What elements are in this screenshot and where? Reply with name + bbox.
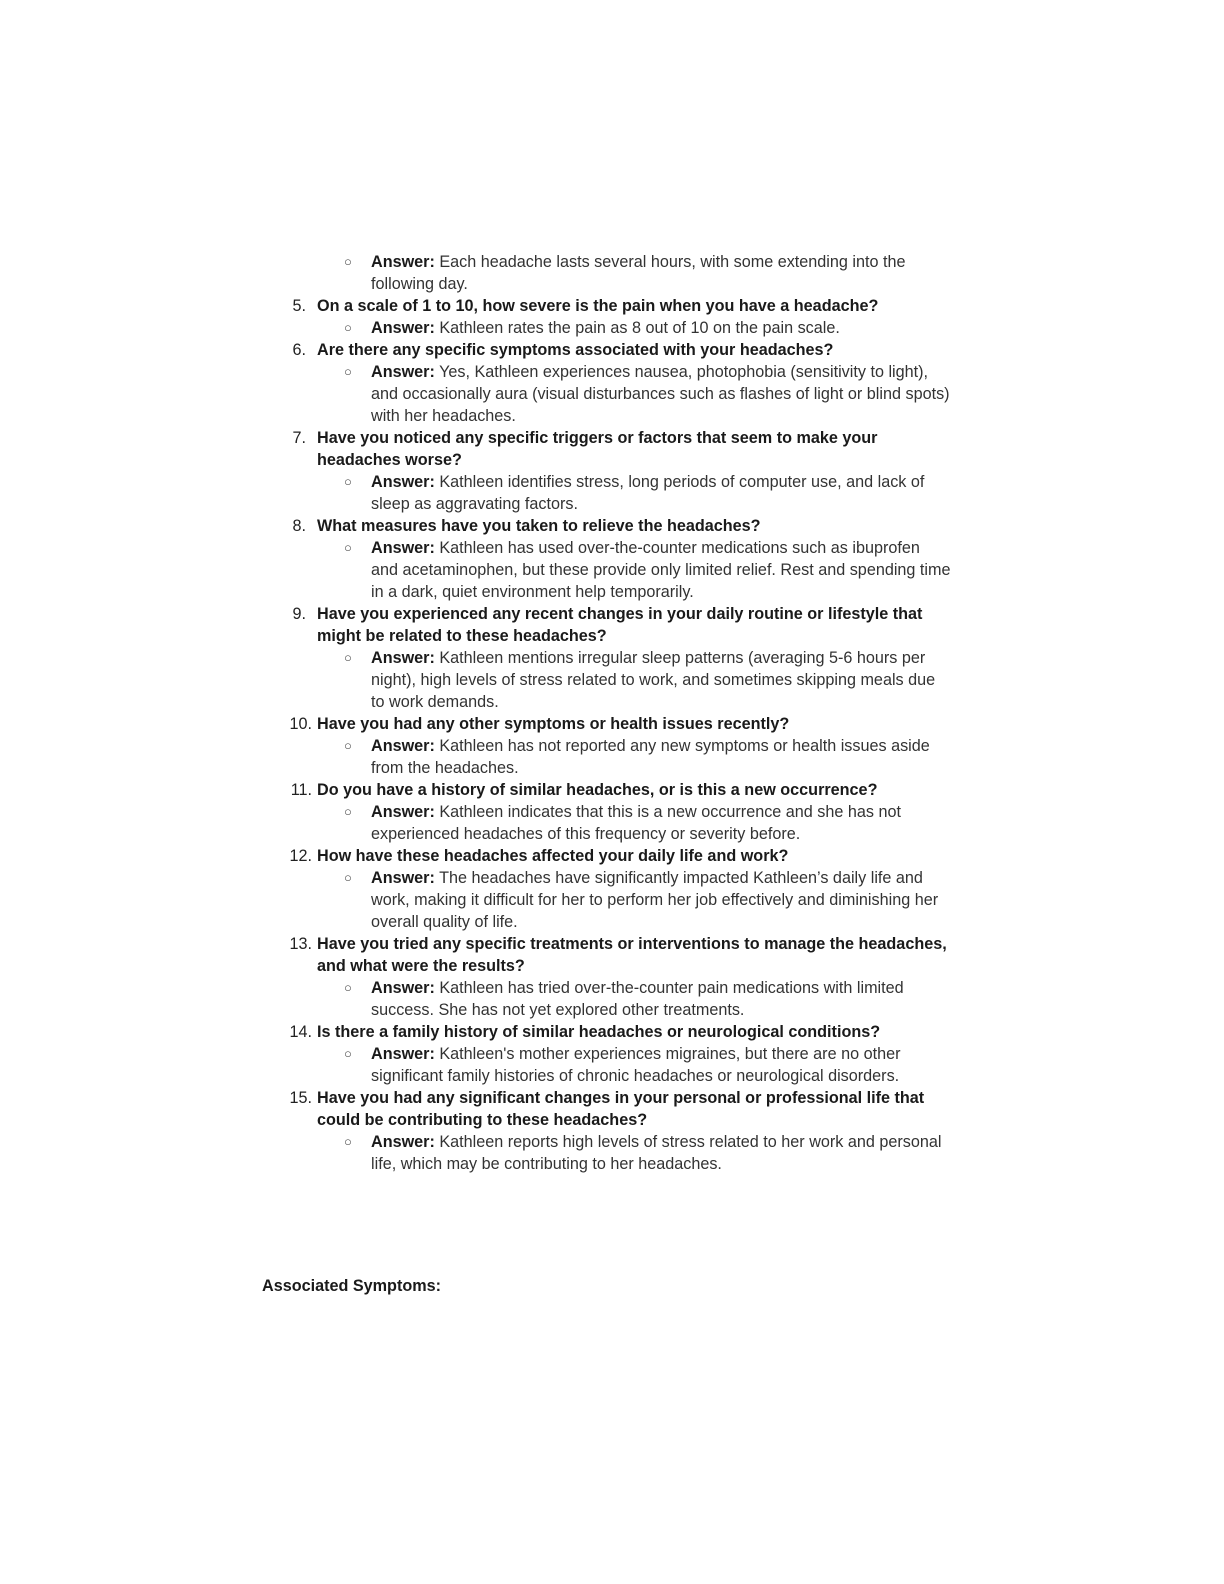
bullet-circle-icon: ○ — [344, 254, 352, 269]
answer-text: Kathleen identifies stress, long periods of computer use, and lack of sleep as aggravating factors. — [371, 473, 925, 513]
question-text: Have you tried any specific treatments or interventions to manage the headaches, and what were the results? — [317, 935, 947, 975]
answer-text: The headaches have significantly impacted Kathleen’s daily life and work, making it difficult for her to perform her job effectively and diminishing her overall quality of life. — [371, 869, 939, 931]
question-item — [0, 713, 1224, 735]
question-item — [0, 1087, 1224, 1131]
question-item — [0, 427, 1224, 471]
answer-label: Answer: — [371, 319, 435, 337]
question-text: Do you have a history of similar headaches, or is this a new occurrence? — [317, 781, 878, 799]
question-text: How have these headaches affected your daily life and work? — [317, 847, 789, 865]
answer-item — [0, 361, 951, 427]
answer-label: Answer: — [371, 649, 435, 667]
answer-text: Kathleen has tried over-the-counter pain medications with limited success. She has not yet explored other treatments. — [371, 979, 904, 1019]
bullet-circle-icon: ○ — [344, 870, 352, 885]
question-text: Have you had any other symptoms or health issues recently? — [317, 715, 790, 733]
answer-item — [0, 977, 951, 1021]
question-number: 9. — [292, 605, 306, 623]
question-text: Have you experienced any recent changes in your daily routine or lifestyle that might be related to these headaches? — [317, 605, 923, 645]
question-number: 14. — [289, 1023, 312, 1041]
answer-text: Kathleen has not reported any new symptoms or health issues aside from the headaches. — [371, 737, 930, 777]
question-number: 12. — [289, 847, 312, 865]
question-number: 15. — [289, 1089, 312, 1107]
answer-label: Answer: — [371, 539, 435, 557]
bullet-circle-icon: ○ — [344, 1134, 352, 1149]
question-number: 11. — [290, 781, 312, 799]
question-number: 6. — [292, 341, 306, 359]
section-heading: Associated Symptoms: — [262, 1277, 442, 1295]
answer-text: Kathleen reports high levels of stress related to her work and personal life, which may be contributing to her headaches. — [371, 1133, 942, 1173]
answer-text: Kathleen mentions irregular sleep patterns (averaging 5-6 hours per night), high levels of stress related to work, and sometimes skipping meals due to work demands. — [371, 649, 936, 711]
answer-text: Each headache lasts several hours, with some extending into the following day. — [371, 253, 906, 293]
question-item — [0, 933, 1224, 977]
question-text: On a scale of 1 to 10, how severe is the pain when you have a headache? — [317, 297, 879, 315]
answer-label: Answer: — [371, 737, 435, 755]
answer-label: Answer: — [371, 979, 435, 997]
bullet-circle-icon: ○ — [344, 804, 352, 819]
bullet-circle-icon: ○ — [344, 320, 352, 335]
answer-label: Answer: — [371, 1133, 435, 1151]
answer-item — [0, 471, 951, 515]
question-item — [0, 1021, 1224, 1043]
question-text: Have you noticed any specific triggers or factors that seem to make your headaches worse? — [317, 429, 878, 469]
question-text: Are there any specific symptoms associated with your headaches? — [317, 341, 834, 359]
question-number: 8. — [292, 517, 306, 535]
question-number: 5. — [292, 297, 306, 315]
bullet-circle-icon: ○ — [344, 738, 352, 753]
question-item — [0, 603, 1224, 647]
answer-label: Answer: — [371, 363, 435, 381]
question-text: Have you had any significant changes in your personal or professional life that could be contributing to these headaches? — [317, 1089, 925, 1129]
question-number: 7. — [292, 429, 306, 447]
question-number: 10. — [289, 715, 312, 733]
question-item — [0, 779, 1224, 801]
answer-item — [0, 735, 951, 779]
question-text: Is there a family history of similar headaches or neurological conditions? — [317, 1023, 881, 1041]
question-item — [0, 515, 1224, 537]
answer-item — [0, 317, 951, 339]
answer-item — [0, 801, 951, 845]
answer-item — [0, 867, 951, 933]
answer-item — [0, 1043, 951, 1087]
question-number: 13. — [289, 935, 312, 953]
answer-label: Answer: — [371, 803, 435, 821]
question-item — [0, 339, 1224, 361]
answer-label: Answer: — [371, 253, 435, 271]
answer-item — [0, 647, 951, 713]
bullet-circle-icon: ○ — [344, 980, 352, 995]
answer-label: Answer: — [371, 1045, 435, 1063]
answer-text: Kathleen indicates that this is a new occurrence and she has not experienced headaches of this frequency or severity before. — [371, 803, 902, 843]
bullet-circle-icon: ○ — [344, 1046, 352, 1061]
bullet-circle-icon: ○ — [344, 474, 352, 489]
answer-text: Kathleen's mother experiences migraines, but there are no other significant family histories of chronic headaches or neurological disorders. — [371, 1045, 901, 1085]
answer-item — [0, 1131, 951, 1175]
question-item — [0, 845, 1224, 867]
answer-text: Yes, Kathleen experiences nausea, photophobia (sensitivity to light), and occasionally aura (visual disturbances such as flashes of light or blind spots) with her headaches. — [371, 363, 950, 425]
question-item — [0, 295, 1224, 317]
bullet-circle-icon: ○ — [344, 540, 352, 555]
answer-label: Answer: — [371, 473, 435, 491]
answer-item — [0, 251, 951, 295]
answer-item — [0, 537, 951, 603]
answer-label: Answer: — [371, 869, 435, 887]
answer-text: Kathleen has used over-the-counter medications such as ibuprofen and acetaminophen, but these provide only limited relief. Rest and spending time in a dark, quiet environment help temporarily. — [371, 539, 951, 601]
qa-list — [0, 251, 1224, 1175]
answer-text: Kathleen rates the pain as 8 out of 10 on the pain scale. — [439, 319, 840, 337]
bullet-circle-icon: ○ — [344, 650, 352, 665]
question-text: What measures have you taken to relieve the headaches? — [317, 517, 761, 535]
bullet-circle-icon: ○ — [344, 364, 352, 379]
